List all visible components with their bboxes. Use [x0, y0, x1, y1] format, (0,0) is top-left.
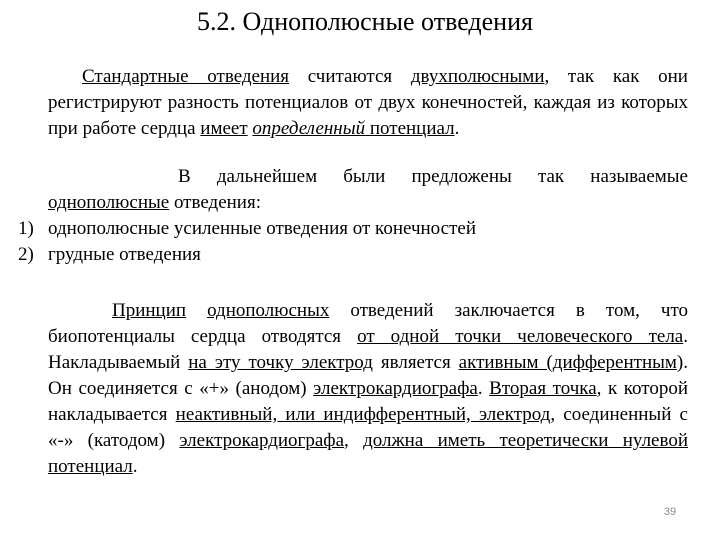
text-span [186, 300, 207, 321]
text-second-point: Вторая точка [489, 378, 597, 399]
list-text: грудные отведения [48, 244, 201, 265]
text-active: активным (дифферентным [458, 352, 677, 373]
list-item [18, 242, 476, 268]
list-number: 2) [18, 244, 34, 265]
slide-title: 5.2. Однополюсные отведения [197, 7, 533, 36]
text-zero-potential: должна иметь теоретически нулевой потенциал [48, 430, 689, 477]
text-potential: потенциал [365, 118, 455, 139]
list-text: однополюсные усиленные отведения от конечностей [48, 218, 476, 239]
paragraph-principle [48, 298, 688, 480]
text-inactive-electrode: неактивный, или индифферентный, электрод [175, 404, 551, 425]
paragraph-standard-leads [48, 64, 688, 142]
text-span: ). Он соединяется с «+» (анодом) [48, 352, 688, 399]
text-span: , к которой накладывается [48, 378, 688, 425]
text-span: . [477, 378, 490, 399]
text-span: , [344, 430, 364, 451]
list-item [18, 216, 476, 242]
text-span: , так как они регистрируют разность потенциалов от двух конечностей, каждая из которых при работе сердца [48, 66, 688, 139]
text-span: является [372, 352, 459, 373]
text-span: . [454, 118, 460, 139]
list-number: 1) [18, 218, 34, 239]
paragraph-unipolar-intro [48, 164, 688, 216]
text-ecg-device: электрокардиографа [179, 430, 345, 451]
text-span: , соединенный с «-» (катодом) [48, 404, 688, 451]
text-span: В дальнейшем были предложены так называемые [178, 166, 688, 187]
text-span: . [132, 456, 138, 477]
text-span: отведения: [169, 192, 261, 213]
text-ecg-device: электрокардиографа [313, 378, 478, 399]
text-span: . Накладываемый [48, 326, 688, 373]
text-unipolar-leads: однополюсных [207, 300, 330, 321]
text-principle: Принцип [112, 300, 187, 321]
text-unipolar: однополюсные [48, 192, 170, 213]
text-span: отведений заключается в том, что биопотенциалы сердца отводятся [48, 300, 688, 347]
text-has: имеет [200, 118, 248, 139]
text-electrode-on-point: на эту точку электрод [188, 352, 373, 373]
leads-list [18, 216, 476, 268]
text-one-point: от одной точки человеческого тела [357, 326, 684, 347]
text-span: считаются [289, 66, 411, 87]
text-bipolar: двухполюсными [410, 66, 545, 87]
text-standard-leads: Стандартные отведения [82, 66, 290, 87]
page-number: 39 [663, 506, 677, 518]
text-defined: определенный [252, 118, 366, 139]
